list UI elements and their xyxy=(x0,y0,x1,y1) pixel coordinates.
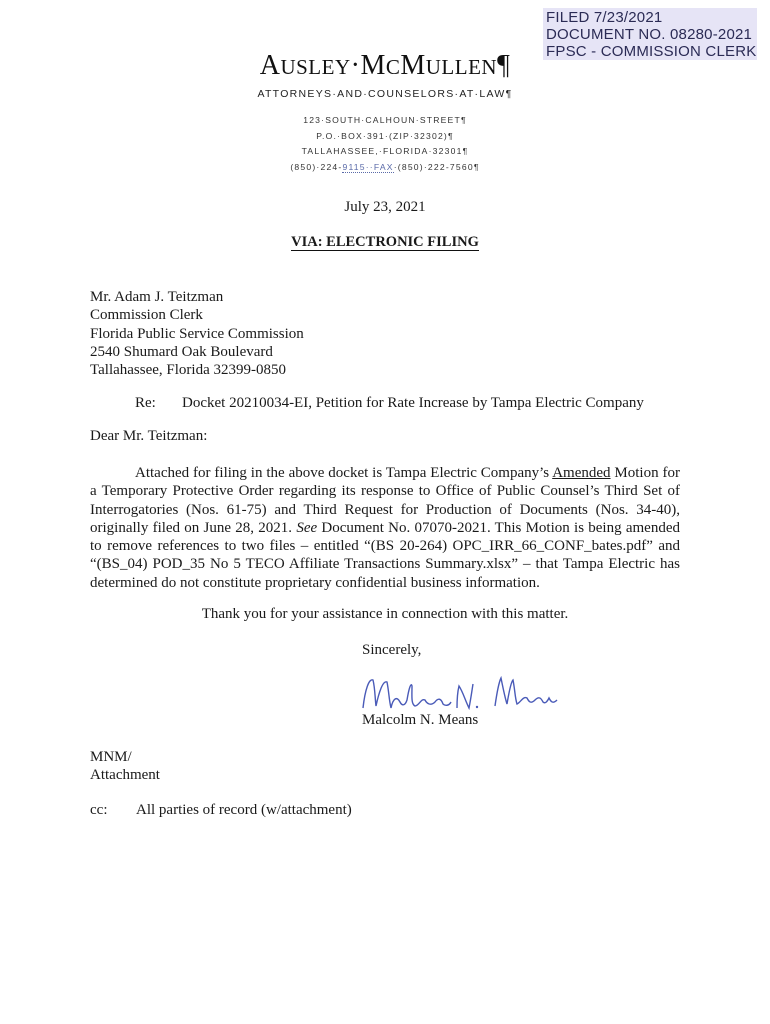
cc-label: cc: xyxy=(90,802,108,818)
re-line xyxy=(135,395,644,412)
firm-subtitle: ATTORNEYS·AND·COUNSELORS·AT·LAW¶ xyxy=(257,88,513,100)
initials: MNM/ xyxy=(90,749,132,765)
stamp-filed-date: FILED 7/23/2021 xyxy=(546,9,663,26)
salutation: Dear Mr. Teitzman: xyxy=(90,428,208,444)
stamp-document-number: DOCUMENT NO. 08280-2021 xyxy=(546,26,753,43)
recipient-name: Mr. Adam J. Teitzman xyxy=(90,289,224,305)
attachment-note: Attachment xyxy=(90,767,160,784)
letter-date: July 23, 2021 xyxy=(344,199,426,215)
firm-name: AUSLEY·MCMULLEN¶ xyxy=(259,50,511,81)
closing: Sincerely, xyxy=(362,642,422,658)
signer-name: Malcolm N. Means xyxy=(362,712,479,728)
address-street: 123·SOUTH·CALHOUN·STREET¶ xyxy=(303,115,467,125)
cc-text: All parties of record (w/attachment) xyxy=(136,802,352,818)
recipient-city: Tallahassee, Florida 32399-0850 xyxy=(90,362,286,379)
address-city: TALLAHASSEE,·FLORIDA·32301¶ xyxy=(301,146,469,156)
firm-address xyxy=(0,113,770,175)
signature-image xyxy=(345,668,565,716)
re-label: Re: xyxy=(135,395,156,411)
stamp-clerk: FPSC - COMMISSION CLERK xyxy=(546,43,757,60)
recipient-street: 2540 Shumard Oak Boulevard xyxy=(90,343,273,360)
address-po-box: P.O.·BOX·391·(ZIP·32302)¶ xyxy=(316,130,454,141)
cc-line xyxy=(90,802,352,819)
recipient-title: Commission Clerk xyxy=(90,307,203,324)
recipient-block xyxy=(90,288,304,379)
initials-block xyxy=(90,748,160,785)
amended-underlined: Amended xyxy=(552,465,611,481)
thanks-line: Thank you for your assistance in connection with this matter. xyxy=(201,606,569,622)
address-phone-fax: (850)·224-9115··FAX·(850)·222-7560¶ xyxy=(290,161,480,172)
body-paragraph: Attached for filing in the above docket is Tampa Electric Company’s Amended Motion for a Temporary Protective Order regarding its response to Office of Public Counsel’s Third Set of Interrogatories (Nos. 61-75) and Third Request for Production of Documents (Nos. 34-40), originally filed on June 28, 2021. See Document No. 07070-2021. This Motion is being amended to remove references to two files – entitled “(BS 20-264) OPC_IRR_66_CONF_bates.pdf” and “(BS_04) POD_35 No 5 TECO Affiliate Transactions Summary.xlsx” – that Tampa Electric has determined do not constitute proprietary confidential business information. xyxy=(90,465,680,591)
re-text: Docket 20210034-EI, Petition for Rate Increase by Tampa Electric Company xyxy=(182,395,644,411)
recipient-org: Florida Public Service Commission xyxy=(90,325,304,342)
delivery-method: VIA: ELECTRONIC FILING xyxy=(291,234,479,250)
